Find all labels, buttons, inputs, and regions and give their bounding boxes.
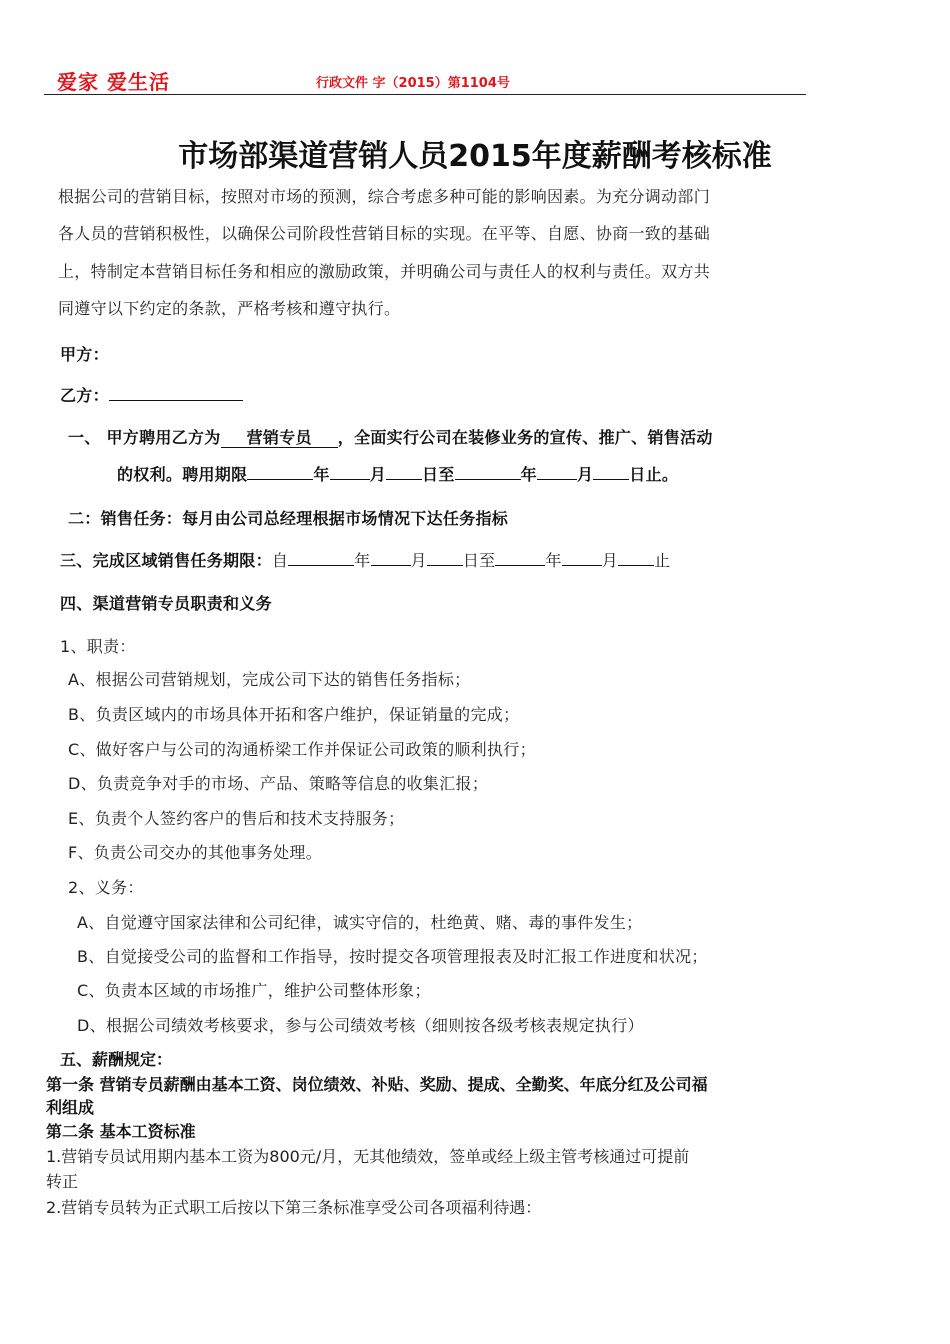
task-start-year-blank[interactable]: [288, 549, 354, 566]
start-year-blank[interactable]: [247, 463, 313, 480]
obligation-item: A、自觉遵守国家法律和公司纪律，诚实守信的，杜绝黄、赌、毒的事件发生；: [77, 913, 643, 932]
article-2-item-2: 2.营销专员转为正式职工后按以下第三条标准享受公司各项福利待遇：: [46, 1198, 542, 1217]
clause-3: [60, 548, 670, 571]
day-end-text: 日止。: [629, 465, 679, 484]
intro-line-4: 同遵守以下约定的条款，严格考核和遵守执行。: [58, 299, 401, 318]
month-text-4: 月: [601, 551, 619, 570]
task-end-year-blank[interactable]: [495, 549, 545, 566]
year-text: 年: [313, 465, 330, 484]
intro-line-3: 上，特制定本营销目标任务和相应的激励政策，并明确公司与责任人的权利与责任。双方共: [58, 262, 711, 281]
day-to-text: 日至: [422, 465, 455, 484]
article-1-line-1: 第一条 营销专员薪酬由基本工资、岗位绩效、补贴、奖励、提成、全勤奖、年底分红及公司福: [46, 1075, 708, 1094]
clause-3-label: 三、完成区域销售任务期限：: [60, 551, 272, 570]
year-text-2: 年: [520, 465, 537, 484]
month-text-2: 月: [576, 465, 594, 484]
party-a-label: 甲方：: [60, 345, 109, 364]
clause-1-line-1: [68, 425, 713, 448]
page-title: 市场部渠道营销人员2015年度薪酬考核标准: [178, 139, 772, 174]
obligation-item: C、负责本区域的市场推广，维护公司整体形象；: [77, 981, 431, 1000]
clause-5: 五、薪酬规定：: [60, 1050, 173, 1069]
article-1-line-2: 利组成: [46, 1098, 95, 1117]
end-year-blank[interactable]: [455, 463, 521, 480]
party-b-blank[interactable]: [109, 384, 243, 401]
task-start-day-blank[interactable]: [427, 549, 463, 566]
party-b-text: 乙方：: [60, 386, 109, 405]
clause-3-from: 自: [271, 551, 289, 570]
clause-4: 四、渠道营销专员职责和义务: [60, 594, 272, 613]
month-text-3: 月: [410, 551, 427, 570]
duty-item: D、负责竞争对手的市场、产品、策略等信息的收集汇报；: [68, 774, 489, 793]
duty-item: F、负责公司交办的其他事务处理。: [68, 843, 323, 862]
clause-1-position: 营销专员: [221, 428, 338, 448]
obligation-item: D、根据公司绩效考核要求，参与公司绩效考核（细则按各级考核表规定执行）: [77, 1016, 644, 1035]
day-to-text-3: 日至: [462, 551, 496, 570]
clause-2: 二：销售任务：每月由公司总经理根据市场情况下达任务指标: [68, 509, 509, 528]
obligation-item: B、自觉接受公司的监督和工作指导，按时提交各项管理报表及时汇报工作进度和状况；: [77, 947, 708, 966]
clause-1-suffix: ，全面实行公司在装修业务的宣传、推广、销售活动: [337, 428, 713, 447]
year-text-3: 年: [354, 551, 371, 570]
end-month-blank[interactable]: [537, 463, 577, 480]
duty-item: B、负责区域内的市场具体开拓和客户维护，保证销量的完成；: [68, 705, 520, 724]
obligations-title: 2、义务：: [68, 878, 144, 897]
article-2-heading: 第二条 基本工资标准: [46, 1122, 196, 1141]
start-day-blank[interactable]: [386, 463, 422, 480]
clause-1-term-label: 的权利。聘用期限: [117, 465, 248, 484]
intro-line-2: 各人员的营销积极性，以确保公司阶段性营销目标的实现。在平等、自愿、协商一致的基础: [58, 224, 711, 243]
duty-item: C、做好客户与公司的沟通桥梁工作并保证公司政策的顺利执行；: [68, 740, 536, 759]
clause-1-prefix: 一、 甲方聘用乙方为: [68, 428, 221, 447]
clause-1-line-2: [117, 462, 678, 485]
party-b-label: [60, 383, 243, 406]
intro-line-1: 根据公司的营销目标，按照对市场的预测，综合考虑多种可能的影响因素。为充分调动部门: [58, 187, 711, 206]
task-end-month-blank[interactable]: [562, 549, 602, 566]
document-number: 行政文件 字（2015）第1104号: [316, 76, 510, 91]
article-2-item-1-cont: 转正: [46, 1172, 79, 1191]
article-2-item-1: 1.营销专员试用期内基本工资为800元/月，无其他绩效，签单或经上级主管考核通过可提前: [46, 1147, 690, 1166]
end-text-3: 止: [654, 551, 671, 570]
task-start-month-blank[interactable]: [371, 549, 411, 566]
task-end-day-blank[interactable]: [618, 549, 654, 566]
duties-title: 1、职责：: [60, 637, 136, 656]
brand-slogan: 爱家 爱生活: [57, 70, 170, 94]
month-text: 月: [369, 465, 387, 484]
start-month-blank[interactable]: [330, 463, 370, 480]
year-text-4: 年: [545, 551, 562, 570]
header-divider: [44, 94, 806, 95]
duty-item: E、负责个人签约客户的售后和技术支持服务；: [68, 809, 405, 828]
end-day-blank[interactable]: [593, 463, 629, 480]
duty-item: A、根据公司营销规划，完成公司下达的销售任务指标；: [68, 670, 471, 689]
